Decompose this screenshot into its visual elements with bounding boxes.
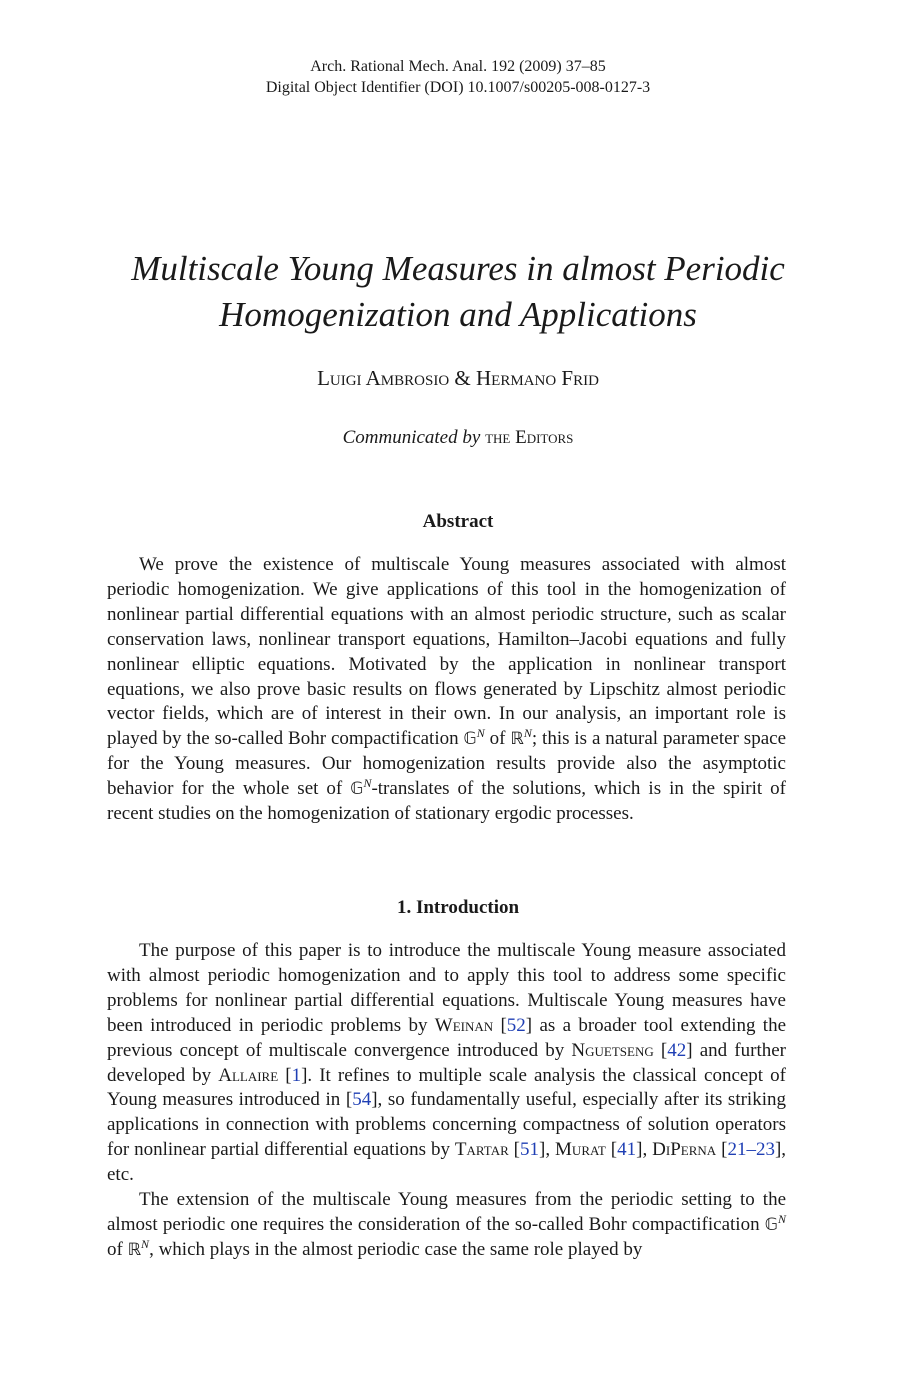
math-sup: N	[476, 726, 485, 741]
intro-paragraph-1: The purpose of this paper is to introduce the multiscale Young measure associated with almost periodic homogenization and to apply this tool to address some specific problems for nonlinear partial differential equations. Multiscale Young measures have been introduced in periodic problems by Weinan [52] as a broader tool extending the previous concept of multiscale convergence introduced by Nguetseng [42] and further developed by Allaire [1]. It refines to multiple scale analysis the classical concept of Young measures introduced in [54], so fundamentally useful, especially after its striking applications in connection with problems concerning compactness of solution operators for nonlinear partial differential equations by Tartar [51], Murat [41], DiPerna [21–23], etc.	[107, 940, 787, 1186]
body-text: The purpose of this paper is to introduce the multiscale Young measure associated with almost periodic homogenization and to apply this tool to address some specific problems for nonlinear partial differential equations. Multiscale Young measures have been introduced in periodic problems by	[107, 940, 786, 1036]
section-heading-introduction: 1. Introduction	[396, 897, 520, 918]
abstract-text: of	[484, 728, 511, 750]
abstract-body	[107, 553, 786, 827]
math-sup: N	[141, 1236, 150, 1251]
communicated-by	[0, 426, 916, 450]
introduction-body	[107, 939, 786, 1263]
journal-citation: Arch. Rational Mech. Anal. 192 (2009) 37–85	[310, 58, 606, 75]
math-sup: N	[363, 776, 372, 791]
body-text: . It refines to multiple scale analysis the classical concept of Young measures introduced in	[107, 1064, 786, 1111]
math-sup: N	[523, 726, 532, 741]
citation-link[interactable]: 41	[617, 1139, 637, 1161]
body-text: ,	[642, 1139, 653, 1161]
cited-author: DiPerna	[652, 1139, 717, 1161]
abstract-heading: Abstract	[422, 511, 494, 532]
title-line-2: Homogenization and Applications	[219, 295, 697, 334]
math-r: ℝ	[127, 1239, 142, 1260]
body-text: of	[107, 1238, 128, 1260]
running-header	[0, 56, 916, 98]
body-text: , etc.	[107, 1139, 787, 1186]
doi-line: Digital Object Identifier (DOI) 10.1007/s00205-008-0127-3	[265, 79, 651, 96]
intro-paragraph-2	[107, 1188, 786, 1263]
body-text: as a broader tool extending the previous concept of multiscale convergence introduced by	[107, 1014, 787, 1061]
citation-link[interactable]: 42	[667, 1039, 687, 1061]
math-g: 𝔾	[350, 779, 364, 800]
body-text: , so fundamentally useful, especially after its striking applications in connection with problems concerning compactness of solution operators for nonlinear partial differential equations by	[107, 1089, 786, 1161]
body-text: , which plays in the almost periodic case the same role played by	[149, 1238, 643, 1260]
body-text: ,	[545, 1139, 556, 1161]
abstract-text: ; this is a natural parameter space for the Young measures. Our homogenization results provide also the asymptotic behavior for the whole set of	[107, 728, 787, 800]
communicated-editors: the Editors	[485, 427, 574, 448]
math-g: 𝔾	[463, 729, 477, 750]
abstract-text: -translates of the solutions, which is in the spirit of recent studies on the homogenization of stationary ergodic processes.	[107, 778, 786, 825]
math-sup: N	[777, 1211, 786, 1226]
math-r: ℝ	[510, 729, 524, 750]
citation-link[interactable]: 1	[291, 1064, 302, 1086]
cited-author: Murat	[555, 1139, 606, 1161]
title-line-1: Multiscale Young Measures in almost Periodic	[131, 249, 785, 288]
cited-author: Weinan	[434, 1014, 494, 1036]
authors: Luigi Ambrosio & Hermano Frid	[317, 366, 599, 390]
abstract-text: We prove the existence of multiscale Young measures associated with almost periodic homogenization. We give applications of this tool in the homogenization of nonlinear partial differential equations with an almost periodic structure, such as scalar conservation laws, nonlinear transport equations, Hamilton–Jacobi equations and fully nonlinear elliptic equations. Motivated by the application in nonlinear transport equations, we also prove basic results on flows generated by Lipschitz almost periodic vector fields, which are of interest in their own. In our analysis, an important role is played by the so-called Bohr compactification	[107, 554, 786, 750]
communicated-prefix: Communicated by	[342, 427, 481, 448]
citation-link[interactable]: 52	[506, 1014, 526, 1036]
cited-author: Tartar	[454, 1139, 509, 1161]
citation-link[interactable]: 21–23	[727, 1139, 775, 1161]
math-g: 𝔾	[764, 1214, 778, 1235]
cited-author: Nguetseng	[571, 1039, 654, 1061]
abstract-paragraph	[107, 553, 786, 827]
citation-link[interactable]: 54	[352, 1089, 372, 1111]
citation-link[interactable]: 51	[520, 1139, 540, 1161]
paper-title	[60, 246, 856, 338]
body-text: and further developed by	[107, 1039, 786, 1086]
cited-author: Allaire	[218, 1064, 279, 1086]
body-text: The extension of the multiscale Young measures from the periodic setting to the almost periodic one requires the consideration of the so-called Bohr compactification	[107, 1189, 786, 1235]
